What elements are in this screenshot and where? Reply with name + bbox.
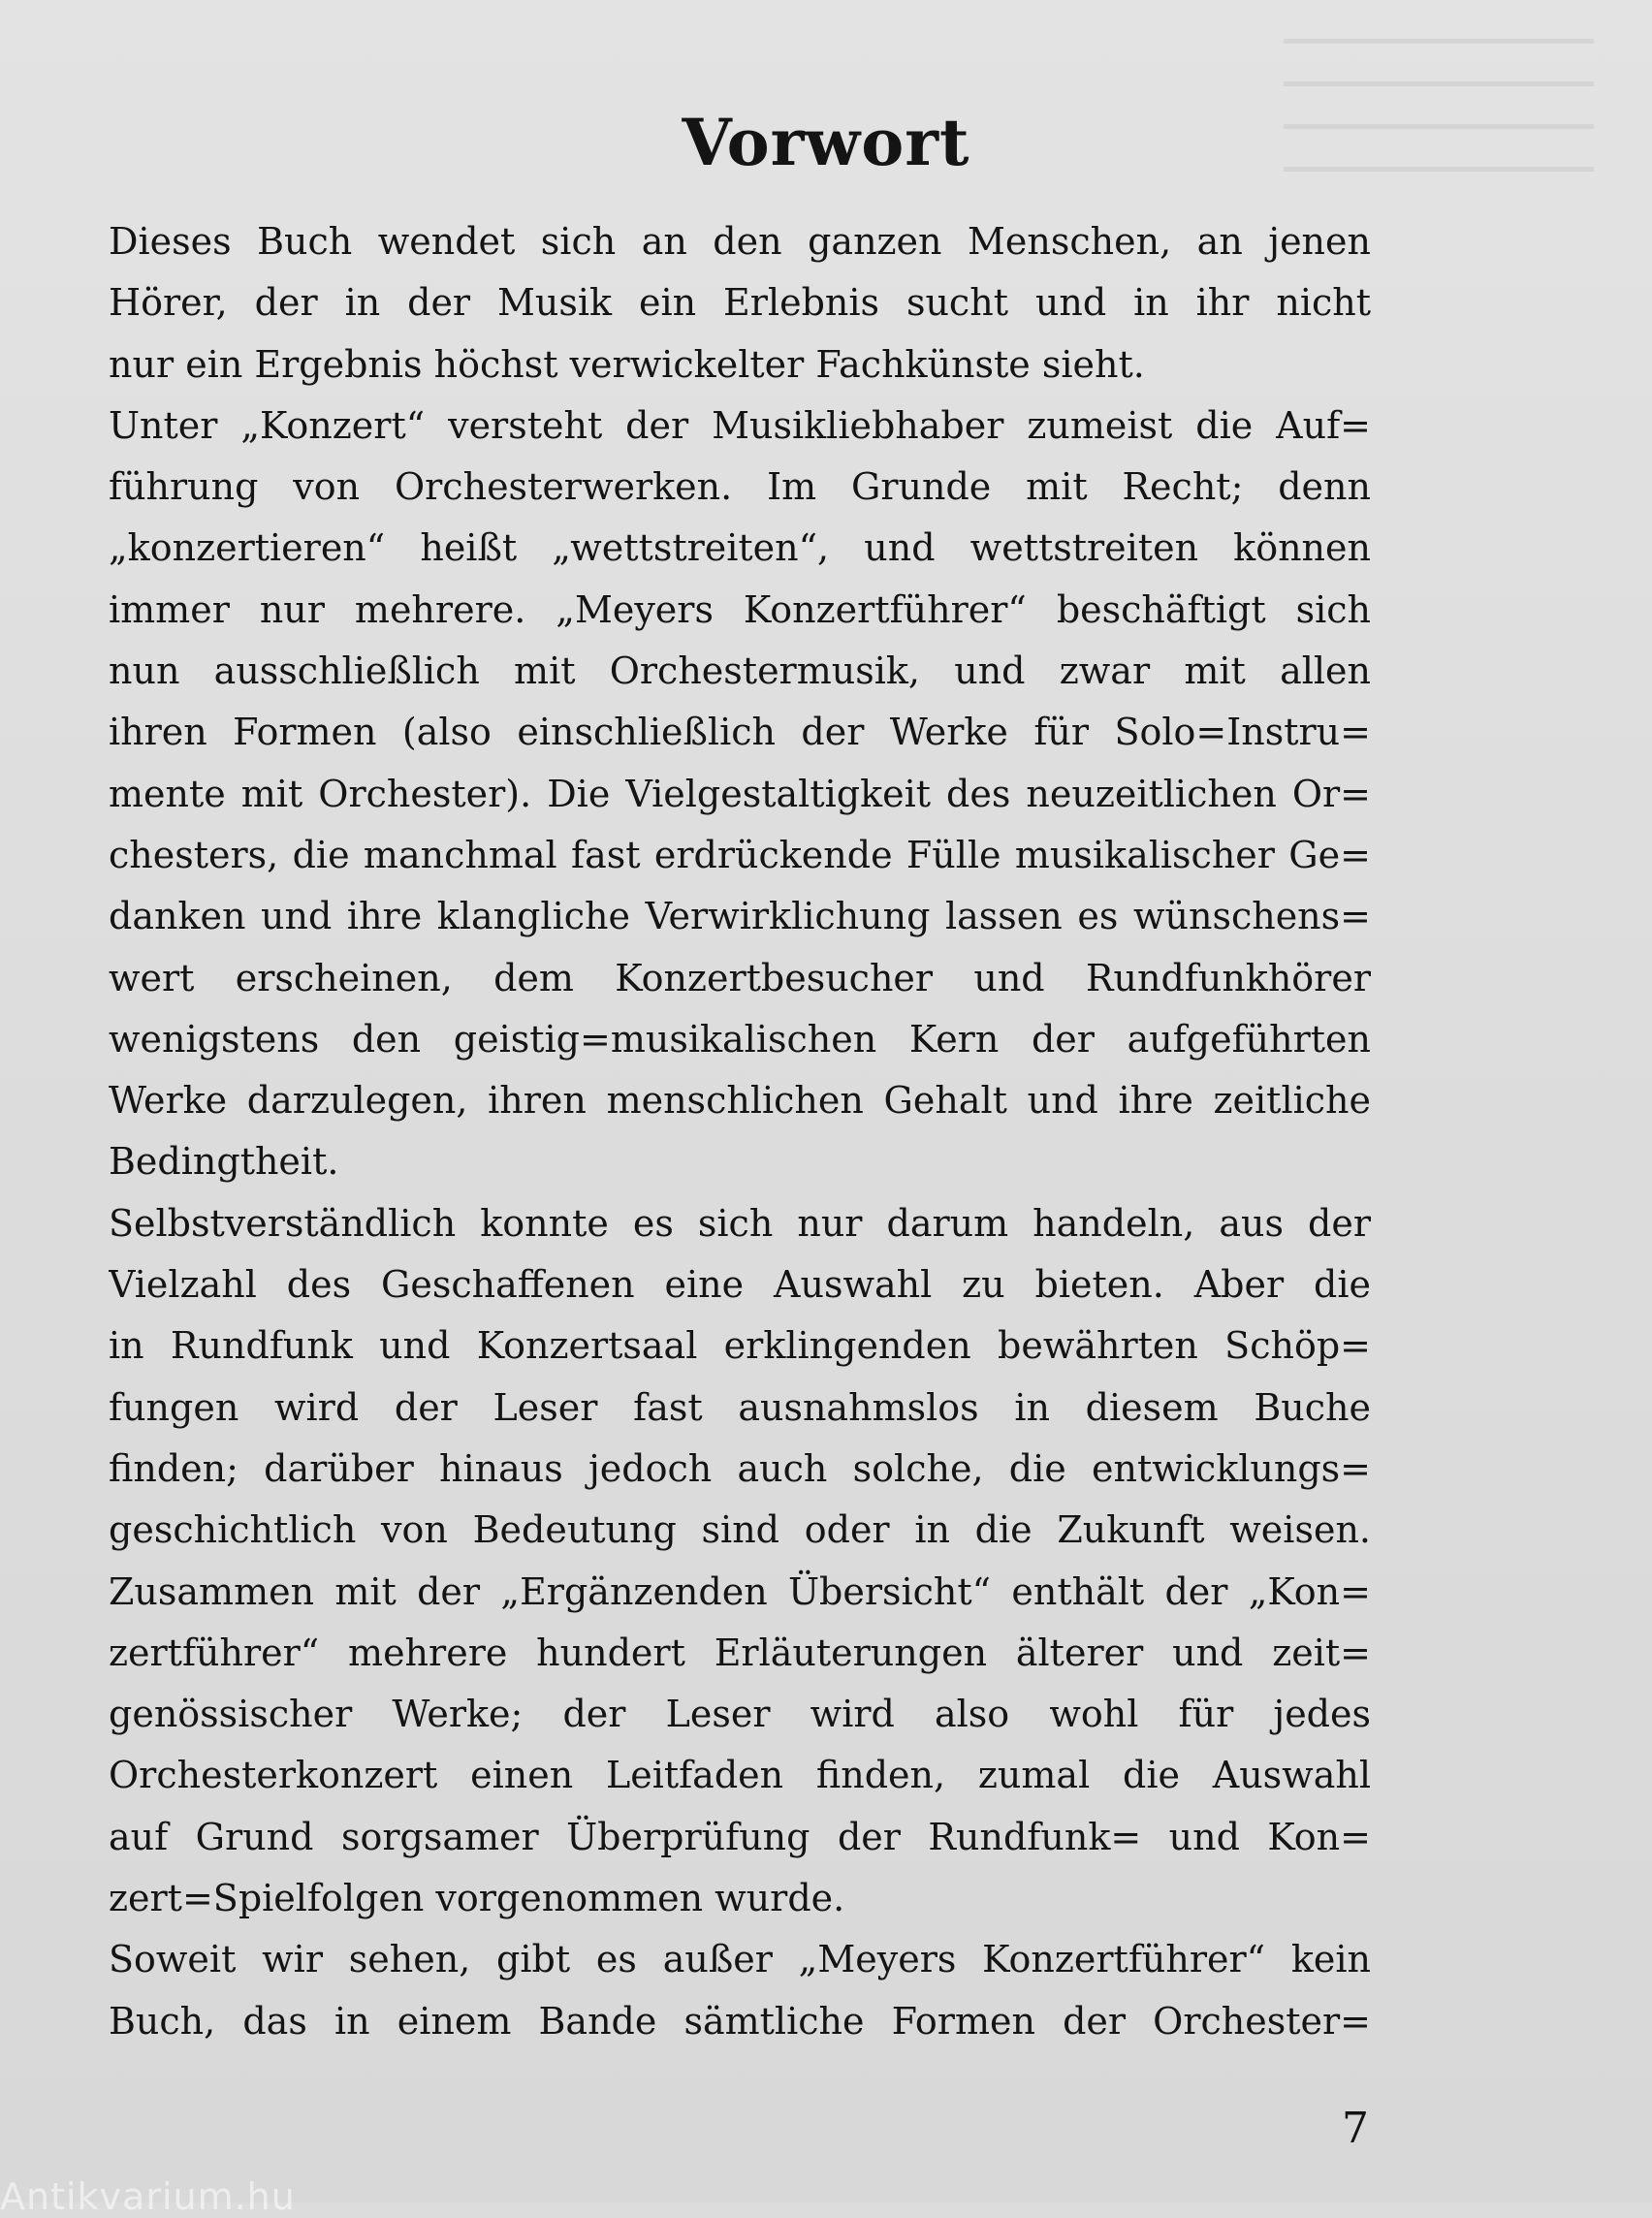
watermark: Antikvarium.hu [0, 2175, 296, 2218]
text-line: Hörer, der in der Musik ein Erlebnis sucht und in ihr nicht [109, 281, 1371, 325]
text-line: Bedingtheit. [109, 1140, 339, 1184]
text-line: Unter „Konzert“ versteht der Musikliebhaber zumeist die Auf= [109, 403, 1371, 447]
text-line: Selbstverständlich konnte es sich nur darum handeln, aus der [109, 1201, 1371, 1245]
body-text [109, 211, 1371, 2052]
page-number: 7 [1342, 2104, 1369, 2153]
text-line: Buch, das in einem Bande sämtliche Formen der Orchester= [109, 1999, 1371, 2043]
text-line: nur ein Ergebnis höchst verwickelter Fachkünste sieht. [109, 342, 1145, 386]
text-line: mente mit Orchester). Die Vielgestaltigkeit des neuzeitlichen Or= [109, 772, 1371, 815]
text-line: Orchesterkonzert einen Leitfaden finden, zumal die Auswahl [109, 1754, 1371, 1797]
text-line: immer nur mehrere. „Meyers Konzertführer“ beschäftigt sich [109, 587, 1371, 631]
text-line: danken und ihre klangliche Verwirklichung lassen es wünschens= [109, 895, 1371, 938]
text-line: ihren Formen (also einschließlich der Werke für Solo=Instru= [109, 711, 1371, 754]
text-line: genössischer Werke; der Leser wird also wohl für jedes [109, 1693, 1371, 1736]
text-line: Vielzahl des Geschaffenen eine Auswahl zu bieten. Aber die [109, 1263, 1371, 1307]
text-line: Dieses Buch wendet sich an den ganzen Menschen, an jenen [109, 220, 1371, 263]
text-line: nun ausschließlich mit Orchestermusik, und zwar mit allen [109, 650, 1371, 693]
text-line: in Rundfunk und Konzertsaal erklingenden bewährten Schöp= [109, 1324, 1371, 1368]
text-line: geschichtlich von Bedeutung sind oder in die Zukunft weisen. [109, 1508, 1371, 1552]
text-line: zert=Spielfolgen vorgenommen wurde. [109, 1877, 845, 1920]
text-line: „konzertieren“ heißt „wettstreiten“, und wettstreiten können [109, 526, 1371, 570]
text-line: wert erscheinen, dem Konzertbesucher und Rundfunkhörer [109, 956, 1371, 999]
text-line: führung von Orchesterwerken. Im Grunde mit Recht; denn [109, 465, 1371, 509]
text-line: fungen wird der Leser fast ausnahmslos in diesem Buche [109, 1385, 1371, 1429]
text-line: finden; darüber hinaus jedoch auch solche, die entwicklungs= [109, 1446, 1371, 1490]
text-line: Soweit wir sehen, gibt es außer „Meyers Konzertführer“ kein [109, 1938, 1371, 1981]
text-line: zertführer“ mehrere hundert Erläuterungen älterer und zeit= [109, 1631, 1371, 1674]
page-title: Vorwort [682, 105, 970, 180]
text-line: auf Grund sorgsamer Überprüfung der Rundfunk= und Kon= [109, 1815, 1371, 1858]
text-line: Zusammen mit der „Ergänzenden Übersicht“ enthält der „Kon= [109, 1569, 1371, 1613]
text-line: wenigstens den geistig=musikalischen Kern der aufgeführten [109, 1017, 1371, 1061]
text-line: Werke darzulegen, ihren menschlichen Gehalt und ihre zeitliche [109, 1079, 1371, 1123]
text-line: chesters, die manchmal fast erdrückende Fülle musikalischer Ge= [109, 833, 1371, 876]
